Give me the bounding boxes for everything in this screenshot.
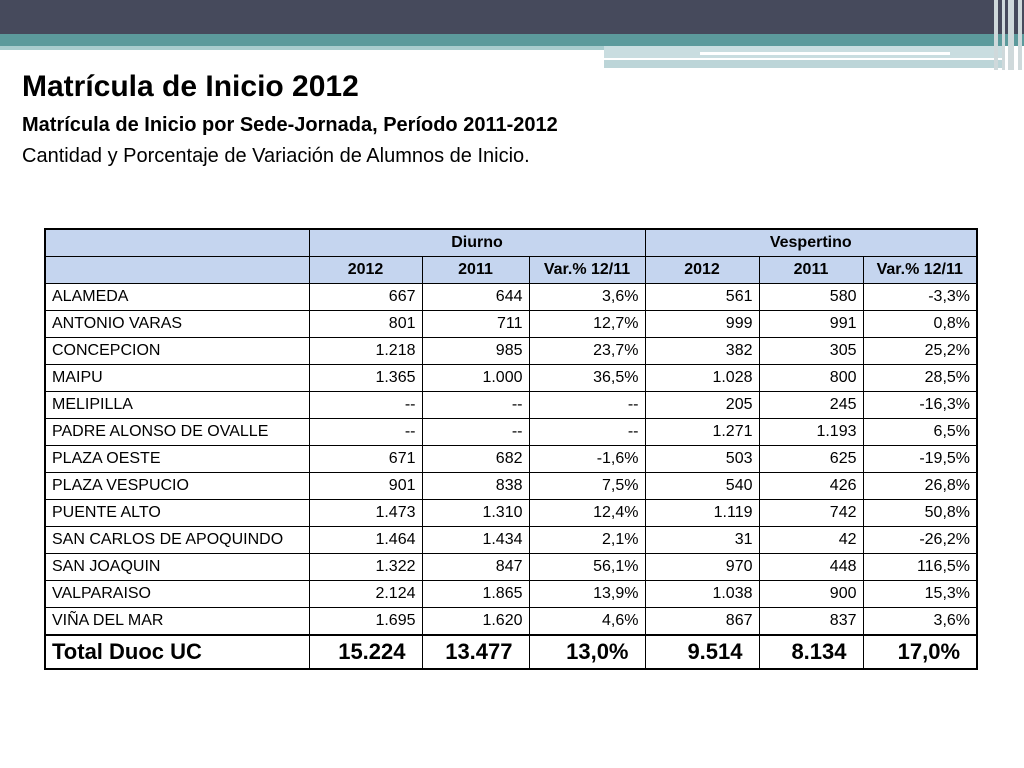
table-cell: 742: [759, 500, 863, 527]
row-label: ANTONIO VARAS: [45, 311, 309, 338]
table-cell: 711: [422, 311, 529, 338]
table-cell: 900: [759, 581, 863, 608]
table-cell: 671: [309, 446, 422, 473]
header-band-light-lower: [604, 60, 1004, 68]
table-cell: 3,6%: [863, 608, 977, 636]
table-cell: 644: [422, 284, 529, 311]
table-cell: 56,1%: [529, 554, 645, 581]
table-cell: -16,3%: [863, 392, 977, 419]
sub-header-diurno-var: Var.% 12/11: [529, 257, 645, 284]
total-cell: 13,0%: [529, 635, 645, 669]
table-cell: 1.620: [422, 608, 529, 636]
table-cell: 837: [759, 608, 863, 636]
table-cell: 448: [759, 554, 863, 581]
table-body: [45, 284, 977, 636]
row-label: ALAMEDA: [45, 284, 309, 311]
table-cell: 801: [309, 311, 422, 338]
table-row: [45, 338, 977, 365]
table-cell: 540: [645, 473, 759, 500]
row-label: MAIPU: [45, 365, 309, 392]
table-cell: 1.119: [645, 500, 759, 527]
table-cell: 28,5%: [863, 365, 977, 392]
row-label: PLAZA OESTE: [45, 446, 309, 473]
row-label: SAN CARLOS DE APOQUINDO: [45, 527, 309, 554]
table-cell: -1,6%: [529, 446, 645, 473]
table-cell: 667: [309, 284, 422, 311]
table-cell: 2.124: [309, 581, 422, 608]
page-subtitle: Matrícula de Inicio por Sede-Jornada, Período 2011-2012: [22, 114, 558, 136]
sub-header-vespertino-2011: 2011: [759, 257, 863, 284]
table-cell: 1.193: [759, 419, 863, 446]
table-cell: 800: [759, 365, 863, 392]
table-cell: 7,5%: [529, 473, 645, 500]
enrollment-table: [44, 228, 978, 670]
table-cell: 999: [645, 311, 759, 338]
table-cell: 503: [645, 446, 759, 473]
table-cell: 682: [422, 446, 529, 473]
table-cell: 31: [645, 527, 759, 554]
table-row: [45, 581, 977, 608]
row-label: CONCEPCION: [45, 338, 309, 365]
sub-header-diurno-2012: 2012: [309, 257, 422, 284]
table-cell: 205: [645, 392, 759, 419]
row-label: VALPARAISO: [45, 581, 309, 608]
table-cell: 6,5%: [863, 419, 977, 446]
total-cell: 13.477: [422, 635, 529, 669]
table-cell: 15,3%: [863, 581, 977, 608]
table-cell: 382: [645, 338, 759, 365]
table-cell: 42: [759, 527, 863, 554]
table-cell: --: [529, 419, 645, 446]
table-cell: 2,1%: [529, 527, 645, 554]
table-cell: 1.464: [309, 527, 422, 554]
table-row: [45, 554, 977, 581]
total-cell: 17,0%: [863, 635, 977, 669]
table-cell: 1.322: [309, 554, 422, 581]
page-description: Cantidad y Porcentaje de Variación de Alumnos de Inicio.: [22, 145, 530, 167]
table-cell: 426: [759, 473, 863, 500]
table-cell: 838: [422, 473, 529, 500]
table-row: [45, 527, 977, 554]
header-band-teal-thin: [0, 46, 604, 50]
table-row: [45, 311, 977, 338]
table-cell: 23,7%: [529, 338, 645, 365]
table-cell: 1.695: [309, 608, 422, 636]
table-cell: 12,4%: [529, 500, 645, 527]
table-cell: 3,6%: [529, 284, 645, 311]
table-cell: 116,5%: [863, 554, 977, 581]
table-sub-header-row: [45, 257, 977, 284]
table-cell: 1.038: [645, 581, 759, 608]
table-row: [45, 392, 977, 419]
table-cell: 25,2%: [863, 338, 977, 365]
table-cell: 1.434: [422, 527, 529, 554]
group-header-diurno: Diurno: [309, 229, 645, 257]
table-total-row: [45, 635, 977, 669]
table-row: [45, 500, 977, 527]
table-cell: --: [422, 419, 529, 446]
table-row: [45, 446, 977, 473]
row-label: VIÑA DEL MAR: [45, 608, 309, 636]
table-cell: 1.271: [645, 419, 759, 446]
table-cell: 985: [422, 338, 529, 365]
row-label: PUENTE ALTO: [45, 500, 309, 527]
table-group-header-row: [45, 229, 977, 257]
table-cell: -19,5%: [863, 446, 977, 473]
row-label: PLAZA VESPUCIO: [45, 473, 309, 500]
total-label: Total Duoc UC: [45, 635, 309, 669]
table-cell: 13,9%: [529, 581, 645, 608]
sub-header-diurno-2011: 2011: [422, 257, 529, 284]
table-corner-blank: [45, 229, 309, 257]
table-row: [45, 365, 977, 392]
table-cell: 245: [759, 392, 863, 419]
table-cell: -26,2%: [863, 527, 977, 554]
table-cell: 1.865: [422, 581, 529, 608]
table-cell: 1.218: [309, 338, 422, 365]
table-cell: 625: [759, 446, 863, 473]
header-band-highlight: [700, 52, 950, 55]
table-cell: 1.000: [422, 365, 529, 392]
total-cell: 8.134: [759, 635, 863, 669]
table-cell: 0,8%: [863, 311, 977, 338]
table-cell: 561: [645, 284, 759, 311]
table-row: [45, 473, 977, 500]
sub-header-vespertino-2012: 2012: [645, 257, 759, 284]
group-header-vespertino: Vespertino: [645, 229, 977, 257]
table-cell: 580: [759, 284, 863, 311]
table-cell: 12,7%: [529, 311, 645, 338]
table-row: [45, 608, 977, 636]
row-label: SAN JOAQUIN: [45, 554, 309, 581]
table-cell: 50,8%: [863, 500, 977, 527]
table-cell: -3,3%: [863, 284, 977, 311]
page-title: Matrícula de Inicio 2012: [22, 70, 359, 103]
row-label: MELIPILLA: [45, 392, 309, 419]
table-cell: 1.365: [309, 365, 422, 392]
header-vertical-bars: [994, 0, 1024, 70]
sub-header-vespertino-var: Var.% 12/11: [863, 257, 977, 284]
row-label: PADRE ALONSO DE OVALLE: [45, 419, 309, 446]
table-cell: 991: [759, 311, 863, 338]
table-cell: 1.310: [422, 500, 529, 527]
table-cell: 36,5%: [529, 365, 645, 392]
total-cell: 9.514: [645, 635, 759, 669]
table-cell: 970: [645, 554, 759, 581]
table-cell: 867: [645, 608, 759, 636]
table-cell: --: [422, 392, 529, 419]
table-cell: 1.028: [645, 365, 759, 392]
table-corner-blank: [45, 257, 309, 284]
table-row: [45, 284, 977, 311]
table-cell: --: [529, 392, 645, 419]
table-cell: 4,6%: [529, 608, 645, 636]
table-row: [45, 419, 977, 446]
table-cell: 847: [422, 554, 529, 581]
table-cell: 26,8%: [863, 473, 977, 500]
header-band-dark: [0, 0, 1024, 34]
total-cell: 15.224: [309, 635, 422, 669]
table-cell: 901: [309, 473, 422, 500]
header-band-teal: [0, 34, 1024, 46]
table-cell: 305: [759, 338, 863, 365]
table-cell: 1.473: [309, 500, 422, 527]
table-cell: --: [309, 419, 422, 446]
table-cell: --: [309, 392, 422, 419]
